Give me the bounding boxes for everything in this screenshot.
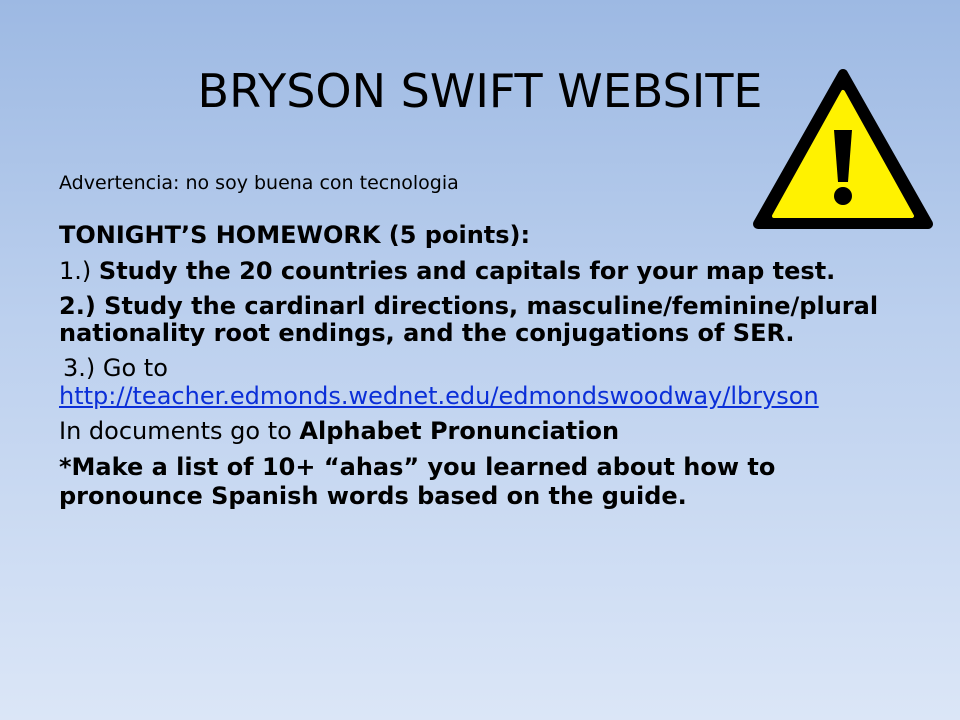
teacher-website-link[interactable]: http://teacher.edmonds.wednet.edu/edmondswoodway/lbryson [59, 382, 819, 410]
ahas-instruction: *Make a list of 10+ “ahas” you learned about how to pronounce Spanish words based on the guide. [59, 453, 776, 510]
documents-instruction [59, 417, 879, 446]
item-3-prefix: 3.) Go to [63, 354, 168, 382]
slide-title: BRYSON SWIFT WEBSITE [197, 64, 763, 118]
homework-item-1 [59, 257, 879, 286]
homework-heading: TONIGHT’S HOMEWORK (5 points): [59, 221, 531, 249]
slide-body [59, 168, 879, 518]
item-1-number: 1.) [59, 257, 92, 285]
item-2-text: Study the cardinarl directions, masculine/feminine/plural nationality root endings, and the conjugations of SER. [59, 292, 879, 347]
homework-item-3 [59, 354, 879, 410]
documents-target: Alphabet Pronunciation [299, 417, 620, 445]
item-1-text: Study the 20 countries and capitals for your map test. [98, 257, 836, 285]
homework-item-2 [59, 293, 879, 347]
item-2-number: 2.) [59, 292, 96, 320]
documents-prefix: In documents go to [59, 417, 292, 445]
warning-note: Advertencia: no soy buena con tecnologia [59, 172, 459, 194]
